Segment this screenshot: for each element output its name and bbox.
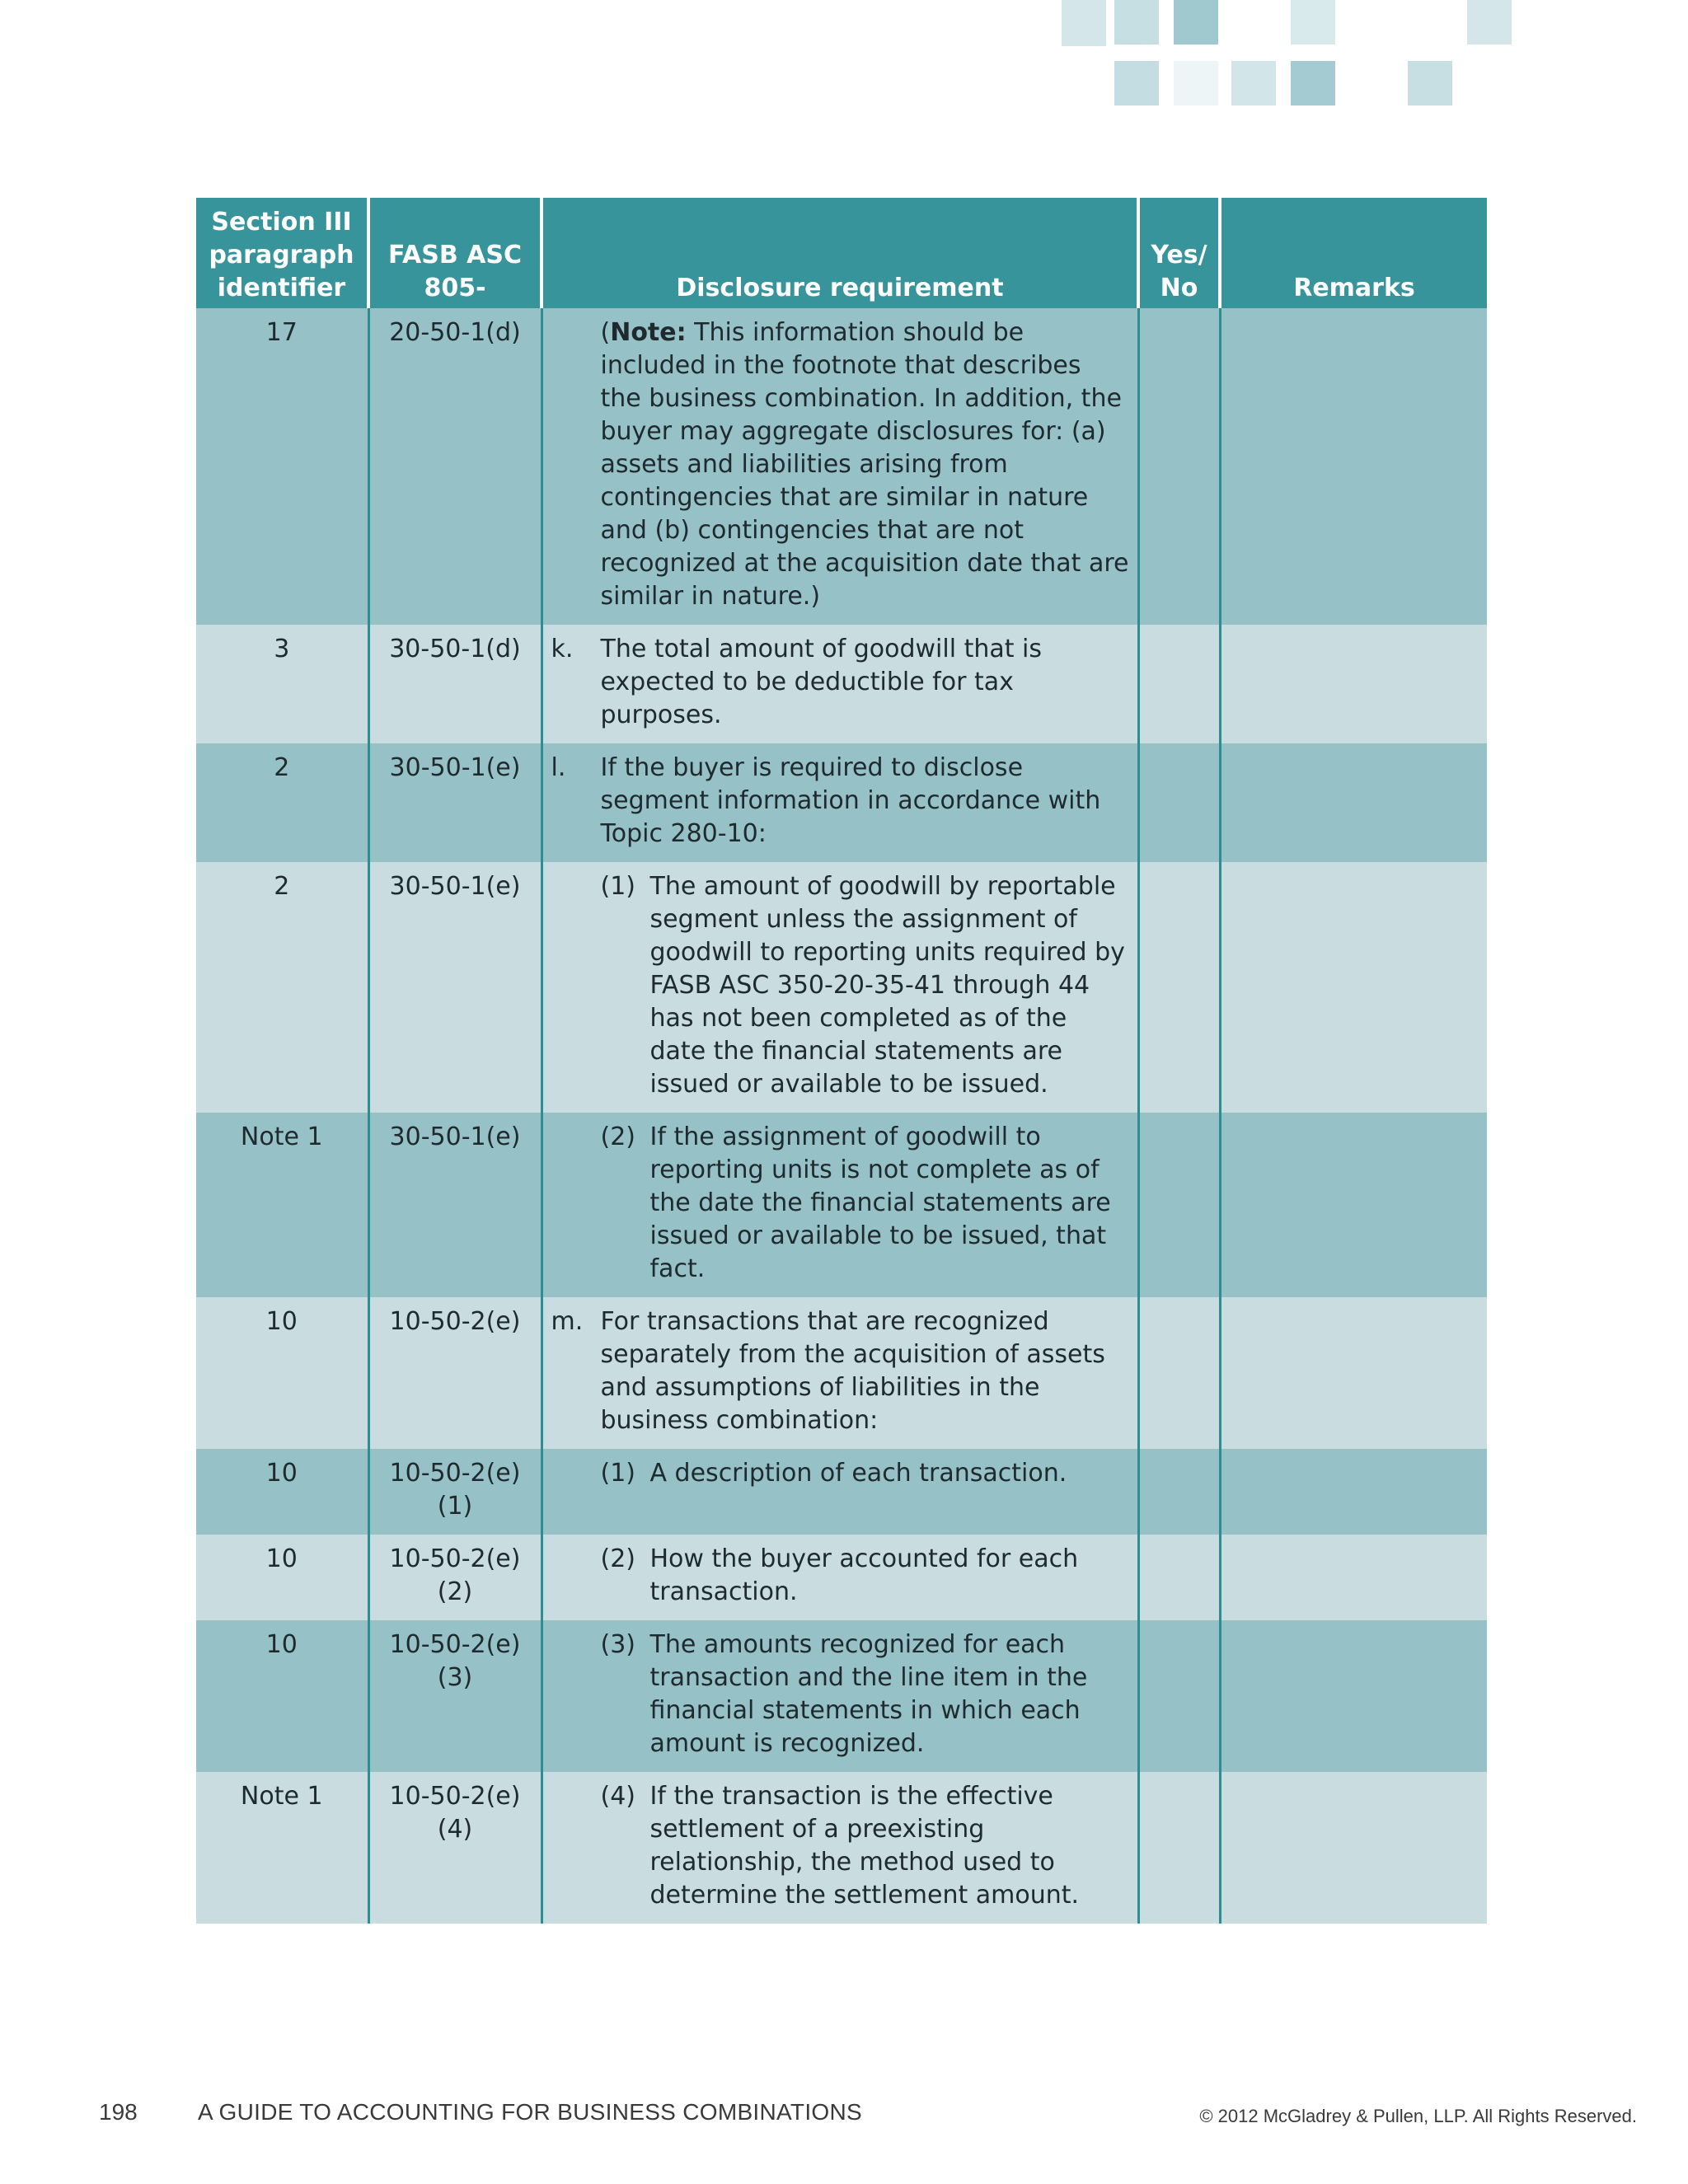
yes-no-cell[interactable] [1138,308,1220,625]
section-id-cell: 10 [196,1620,368,1772]
remarks-cell[interactable] [1220,743,1487,862]
remarks-cell[interactable] [1220,1449,1487,1535]
yes-no-cell[interactable] [1138,1113,1220,1297]
item-marker: (1) [600,1459,635,1488]
requirement-text: This information should be included in the footnote that describes the business combination. In addition, the buyer may aggregate disclosures for: (a) assets and liabilities arising from contingencies that are similar in nature and (b) contingencies that are not recognized at the acquisition date that are similar in nature.) [600,318,1129,611]
requirement-cell [542,1297,1138,1449]
header-remarks: Remarks [1220,198,1487,308]
requirement-cell [542,625,1138,743]
page-number: 198 [99,2099,138,2125]
book-title: A GUIDE TO ACCOUNTING FOR BUSINESS COMBINATIONS [198,2099,862,2125]
header-yes-no: Yes/ No [1138,198,1220,308]
asc-reference-cell: 30-50-1(d) [368,625,542,743]
table-row [196,743,1487,862]
remarks-cell[interactable] [1220,1297,1487,1449]
item-marker: (1) [600,872,635,901]
yes-no-cell[interactable] [1138,862,1220,1113]
requirement-cell [542,1449,1138,1535]
asc-reference-cell: 10-50-2(e)(3) [368,1620,542,1772]
yes-no-cell[interactable] [1138,1620,1220,1772]
requirement-text: The total amount of goodwill that is expected to be deductible for tax purposes. [600,635,1043,729]
section-id-cell: 10 [196,1449,368,1535]
remarks-cell[interactable] [1220,862,1487,1113]
table-row [196,1772,1487,1924]
requirement-cell [542,1535,1138,1620]
page-footer [0,2099,1688,2132]
remarks-cell[interactable] [1220,625,1487,743]
table-row [196,1620,1487,1772]
requirement-text: For transactions that are recognized separately from the acquisition of assets and assumptions of liabilities in the business combination: [600,1307,1105,1435]
requirement-cell [542,308,1138,625]
asc-reference-cell: 10-50-2(e)(1) [368,1449,542,1535]
item-marker: (2) [600,1544,635,1573]
note-label: Note: [610,318,687,347]
requirement-cell [542,1772,1138,1924]
table-row [196,1535,1487,1620]
table-row [196,308,1487,625]
section-id-cell: 10 [196,1535,368,1620]
requirement-note: (Note: This information should be included in the footnote that describes the business combination. In addition, the buyer may aggregate disclosures for: (a) assets and liabilities arising from contingencies that are similar in nature and (b) contingencies that are not recognized at the acquisition date that are similar in nature.) [600,318,1129,611]
requirement-cell [542,862,1138,1113]
item-marker: (2) [600,1122,635,1151]
requirement-text: If the transaction is the effective settlement of a preexisting relationship, the method used to determine the settlement amount. [649,1782,1080,1910]
requirement-text: If the assignment of goodwill to reporting units is not complete as of the date the financial statements are issued or available to be issued, that fact. [649,1122,1111,1283]
requirement-cell [542,1113,1138,1297]
asc-reference-cell: 20-50-1(d) [368,308,542,625]
yes-no-cell[interactable] [1138,1535,1220,1620]
requirement-cell [542,1620,1138,1772]
asc-reference-cell: 30-50-1(e) [368,743,542,862]
header-section-paragraph-identifier: Section III paragraph identifier [196,198,368,308]
section-id-cell: 3 [196,625,368,743]
requirement-text: How the buyer accounted for each transaction. [649,1544,1079,1606]
asc-reference-cell: 10-50-2(e)(4) [368,1772,542,1924]
section-id-cell: Note 1 [196,1113,368,1297]
copyright-notice: © 2012 McGladrey & Pullen, LLP. All Rights Reserved. [1199,2106,1637,2126]
table-row [196,625,1487,743]
asc-reference-cell: 10-50-2(e) [368,1297,542,1449]
remarks-cell[interactable] [1220,1620,1487,1772]
requirement-cell [542,743,1138,862]
asc-reference-cell: 10-50-2(e)(2) [368,1535,542,1620]
asc-reference-cell: 30-50-1(e) [368,862,542,1113]
item-marker: m. [551,1307,584,1336]
disclosure-checklist-table [196,198,1487,1924]
requirement-text: A description of each transaction. [649,1459,1067,1488]
requirement-text: If the buyer is required to disclose segment information in accordance with Topic 280-10: [600,753,1101,848]
header-disclosure-requirement: Disclosure requirement [542,198,1138,308]
item-marker: l. [551,753,566,782]
yes-no-cell[interactable] [1138,1449,1220,1535]
yes-no-cell[interactable] [1138,625,1220,743]
yes-no-cell[interactable] [1138,743,1220,862]
section-id-cell: 17 [196,308,368,625]
table-row [196,1449,1487,1535]
item-marker: (3) [600,1630,635,1659]
section-id-cell: 2 [196,743,368,862]
section-id-cell: 10 [196,1297,368,1449]
table-header-row [196,198,1487,308]
decorative-squares [0,0,1688,115]
header-fasb-asc: FASB ASC 805- [368,198,542,308]
asc-reference-cell: 30-50-1(e) [368,1113,542,1297]
table-row [196,862,1487,1113]
remarks-cell[interactable] [1220,1772,1487,1924]
section-id-cell: Note 1 [196,1772,368,1924]
requirement-text: The amounts recognized for each transaction and the line item in the financial statements in which each amount is recognized. [649,1630,1088,1758]
yes-no-cell[interactable] [1138,1297,1220,1449]
requirement-text: The amount of goodwill by reportable segment unless the assignment of goodwill to reporting units required by FASB ASC 350-20-35-41 through 44 has not been completed as of the date the financial statements are issued or available to be issued. [649,872,1125,1099]
table-row [196,1113,1487,1297]
item-marker: k. [551,635,574,663]
remarks-cell[interactable] [1220,308,1487,625]
yes-no-cell[interactable] [1138,1772,1220,1924]
item-marker: (4) [600,1782,635,1811]
section-id-cell: 2 [196,862,368,1113]
remarks-cell[interactable] [1220,1113,1487,1297]
table-row [196,1297,1487,1449]
remarks-cell[interactable] [1220,1535,1487,1620]
